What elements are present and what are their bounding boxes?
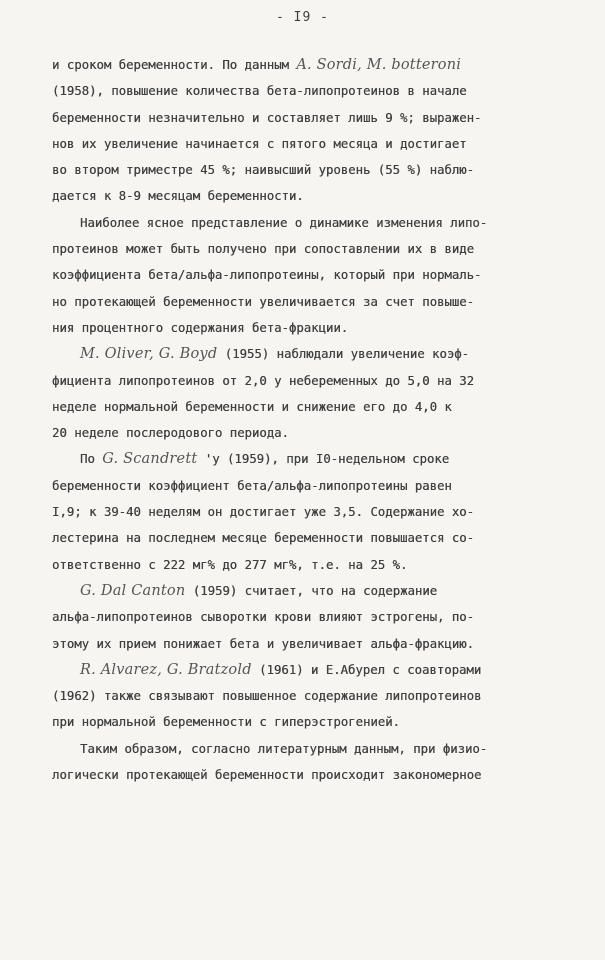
typed-text: коэффициента бета/альфа-липопротеины, который при нормаль- [52, 268, 482, 283]
handwritten-author-name: A. Sordi, M. botteroni [296, 57, 462, 73]
page-number: - I9 - [276, 10, 329, 25]
text-line [52, 210, 570, 236]
text-line [52, 473, 570, 499]
text-line [52, 289, 570, 315]
typed-text: I,9; к 39-40 неделям он достигает уже 3,5. Содержание хо- [52, 505, 474, 520]
typed-text: ответственно с 222 мг% до 277 мг%, т.е. на 25 %. [52, 557, 408, 572]
typed-text: при нормальной беременности с гиперэстрогенией. [52, 715, 400, 730]
text-line [52, 131, 570, 157]
text-line [52, 315, 570, 341]
text-line [52, 736, 570, 762]
text-line [52, 499, 570, 525]
typed-text: Таким образом, согласно литературным данным, при физио- [80, 741, 488, 756]
typed-text-continuation: (1959) считает, что на содержание [185, 583, 438, 598]
handwritten-author-name: G. Scandrett [102, 451, 198, 468]
typed-text: альфа-липопротеинов сыворотки крови влияют эстрогены, по- [52, 610, 474, 625]
text-line [52, 341, 570, 367]
typed-text: Наиболее ясное представление о динамике изменения липо- [80, 215, 488, 230]
text-line [52, 78, 570, 104]
typed-text: По [80, 452, 103, 467]
typed-text: но протекающей беременности увеличивается за счет повыше- [52, 294, 474, 309]
typed-text: ния процентного содержания бета-фракции. [52, 320, 349, 335]
typed-text: (1962) также связывают повышенное содержание липопротеинов [52, 689, 482, 704]
typed-text: беременности коэффициент бета/альфа-липопротеины равен [52, 478, 452, 493]
handwritten-author-name: G. Dal Canton [80, 582, 186, 599]
text-line [52, 683, 570, 709]
text-line [52, 105, 570, 131]
typed-text: 20 неделе послеродового периода. [52, 426, 289, 441]
typed-text: и сроком беременности. По данным [52, 58, 297, 72]
text-line [52, 631, 570, 657]
typed-text: беременности незначительно и составляет лишь 9 %; выражен- [52, 110, 482, 125]
text-line [52, 157, 570, 183]
typed-text-continuation: (1955) наблюдали увеличение коэф- [217, 347, 470, 362]
typed-text: лестерина на последнем месяце беременности повышается со- [52, 531, 474, 546]
text-line [52, 525, 570, 551]
typed-text: протеинов может быть получено при сопоставлении их в виде [52, 242, 474, 257]
text-line [52, 552, 570, 578]
typed-text: (1958), повышение количества бета-липопротеинов в начале [52, 84, 467, 99]
typed-text: фициента липопротеинов от 2,0 у небеременных до 5,0 на 32 [52, 373, 474, 388]
text-body [52, 52, 570, 788]
typed-text: логически протекающей беременности происходит закономерное [52, 768, 482, 783]
text-line [52, 236, 570, 262]
typed-text-continuation: (1961) и Е.Абурел с соавторами [251, 662, 482, 677]
typed-text: нов их увеличение начинается с пятого месяца и достигает [52, 136, 467, 151]
text-line [52, 394, 570, 420]
text-line [52, 368, 570, 394]
text-line [52, 52, 570, 78]
typed-text: этому их прием понижает бета и увеличивает альфа-фракцию. [52, 636, 474, 651]
typed-text: во втором триместре 45 %; наивысший уровень (55 %) наблю- [52, 163, 474, 178]
text-line [52, 420, 570, 446]
typed-text-continuation: 'у (1959), при I0-недельном сроке [197, 452, 450, 467]
handwritten-author-name: R. Alvarez, G. Bratzold [80, 661, 252, 678]
typed-text: дается к 8-9 месяцам беременности. [52, 189, 304, 204]
text-line [52, 446, 570, 472]
text-line [52, 578, 570, 604]
text-line [52, 709, 570, 735]
typed-text: неделе нормальной беременности и снижение его до 4,0 к [52, 399, 452, 414]
text-line [52, 262, 570, 288]
text-line [52, 604, 570, 630]
text-line [52, 657, 570, 683]
handwritten-author-name: M. Oliver, G. Boyd [80, 346, 218, 363]
text-line [52, 183, 570, 209]
text-line [52, 762, 570, 788]
